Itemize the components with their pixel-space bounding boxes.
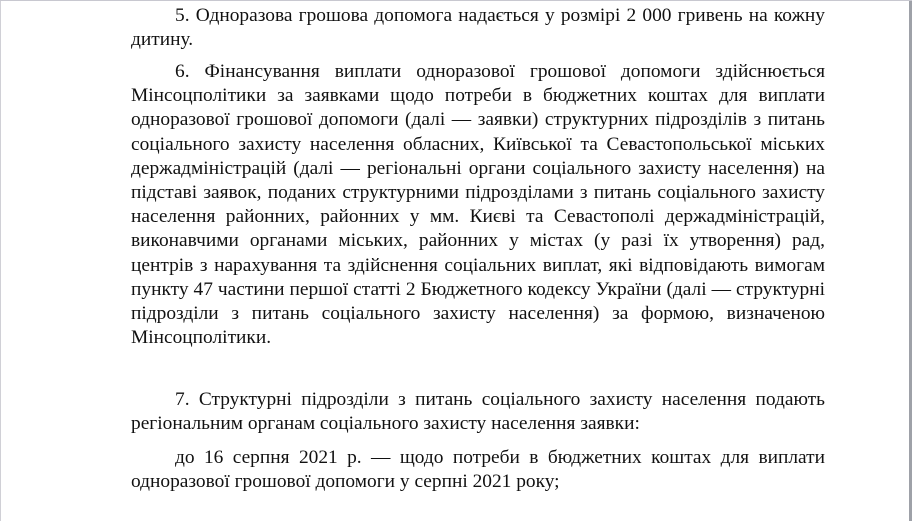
paragraph-5-text: 5. Одноразова грошова допомога надається у розмірі 2 000 гривень на кожну дитину.: [131, 5, 825, 51]
paragraph-7-text: 7. Структурні підрозділи з питань соціального захисту населення подають регіональним органам соціального захисту населення заявки:: [131, 389, 825, 435]
paragraph-7-deadline-text: до 16 серпня 2021 р. — щодо потреби в бюджетних коштах для виплати одноразової грошової допомоги у серпні 2021 року;: [131, 447, 825, 493]
document-page: [0, 1, 909, 521]
paragraph-6-text: 6. Фінансування виплати одноразової грошової допомоги здійснюється Мінсоцполітики за заявками щодо потреби в бюджетних коштах для виплати одноразової грошової допомоги (далі — заявки) структурних підрозділів з питань соціального захисту населення обласних, Київської та Севастопольської міських держадміністрацій (далі — регіональні органи соціального захисту населення) на підставі заявок, поданих структурними підрозділами з питань соціального захисту населення районних, районних у мм. Києві та Севастополі держадміністрацій, виконавчими органами міських, районних у містах (у разі їх утворення) рад, центрів з нарахування та здійснення соціальних виплат, які відповідають вимогам пункту 47 частини першої статті 2 Бюджетного кодексу України (далі — структурні підрозділи з питань соціального захисту населення) за формою, визначеною Мінсоцполітики.: [131, 61, 825, 349]
paragraph-7-deadline: [131, 446, 825, 494]
paragraph-7: [131, 388, 825, 436]
paragraph-5: [131, 4, 825, 52]
paragraph-6: [131, 60, 825, 350]
page-left-border: [0, 1, 1, 521]
